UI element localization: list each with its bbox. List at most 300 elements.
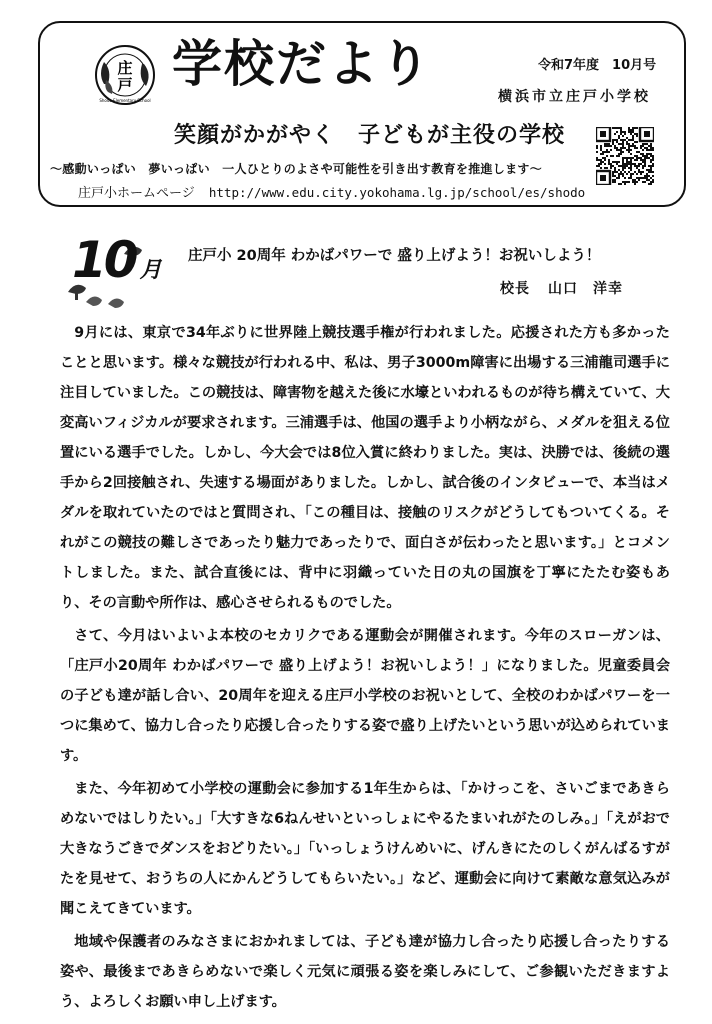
qr-module [616, 147, 618, 149]
qr-module [652, 159, 654, 161]
qr-module [630, 177, 632, 179]
qr-module [598, 159, 600, 161]
qr-module [610, 149, 612, 151]
qr-module [620, 149, 622, 151]
qr-module [618, 155, 620, 157]
qr-module [636, 165, 638, 167]
qr-module [604, 145, 606, 147]
qr-module [648, 157, 650, 159]
qr-module [622, 131, 624, 133]
qr-module [606, 155, 608, 157]
qr-module [622, 151, 624, 153]
qr-module [652, 179, 654, 181]
qr-module [626, 141, 628, 143]
qr-module [634, 159, 636, 161]
qr-module [604, 163, 606, 165]
qr-module [620, 151, 622, 153]
author-role: 校長 [500, 281, 530, 297]
qr-module [622, 173, 624, 175]
qr-module [636, 151, 638, 153]
qr-module [632, 131, 634, 133]
qr-module [622, 161, 624, 163]
qr-module [618, 153, 620, 155]
paragraph: 地域や保護者のみなさまにおかれましては、子ども達が協力し合ったり応援し合ったりする姿や、最後まであきらめないで楽しく元気に頑張る姿を楽しみにして、ご参観いただきますよう、よろしくお願い申し上げます。 [60, 934, 670, 1010]
qr-module [624, 177, 626, 179]
qr-module [632, 127, 634, 129]
qr-module [596, 147, 598, 149]
qr-module [622, 145, 624, 147]
qr-module [650, 147, 652, 149]
qr-module [622, 139, 624, 141]
qr-module [634, 145, 636, 147]
qr-module [618, 169, 620, 171]
qr-module [626, 181, 628, 183]
qr-module [648, 183, 650, 185]
qr-module [620, 147, 622, 149]
qr-module [600, 145, 602, 147]
qr-module [626, 159, 628, 161]
qr-module [632, 173, 634, 175]
newsletter-title: 学校だより [172, 34, 432, 93]
qr-module [636, 157, 638, 159]
qr-module [618, 183, 620, 185]
qr-module [640, 171, 642, 173]
qr-module [626, 143, 628, 145]
qr-module [612, 127, 614, 129]
qr-module [648, 169, 650, 171]
qr-module [622, 181, 624, 183]
qr-module [624, 147, 626, 149]
qr-module [646, 169, 648, 171]
qr-module [630, 169, 632, 171]
qr-module [624, 167, 626, 169]
qr-module [652, 181, 654, 183]
qr-module [616, 177, 618, 179]
qr-module [598, 163, 600, 165]
qr-module [622, 141, 624, 143]
qr-module [614, 127, 616, 129]
qr-module [600, 163, 602, 165]
qr-module [650, 159, 652, 161]
qr-module [596, 151, 598, 153]
author-line [500, 278, 623, 298]
qr-module [640, 145, 642, 147]
qr-module [644, 181, 646, 183]
qr-module [642, 165, 644, 167]
qr-module [608, 151, 610, 153]
qr-module [644, 177, 646, 179]
qr-module [606, 151, 608, 153]
qr-module [644, 175, 646, 177]
qr-module [628, 149, 630, 151]
qr-module [612, 165, 614, 167]
qr-module [630, 165, 632, 167]
qr-module [624, 157, 626, 159]
qr-module [596, 157, 598, 159]
qr-module [648, 165, 650, 167]
qr-module [616, 139, 618, 141]
homepage-line [78, 182, 585, 201]
qr-module [600, 167, 602, 169]
qr-module [604, 151, 606, 153]
qr-module [648, 171, 650, 173]
qr-module [618, 165, 620, 167]
qr-module [630, 163, 632, 165]
qr-module [600, 161, 602, 163]
qr-module [614, 171, 616, 173]
qr-module [620, 173, 622, 175]
qr-module [634, 179, 636, 181]
qr-code[interactable] [596, 127, 654, 185]
qr-module [618, 143, 620, 145]
qr-module [628, 181, 630, 183]
qr-module [614, 169, 616, 171]
qr-module [630, 131, 632, 133]
qr-module [630, 149, 632, 151]
qr-module [600, 159, 602, 161]
qr-module [620, 133, 622, 135]
qr-module [638, 163, 640, 165]
qr-module [644, 165, 646, 167]
qr-module [638, 151, 640, 153]
qr-module [624, 131, 626, 133]
qr-module [610, 167, 612, 169]
qr-module [644, 155, 646, 157]
qr-module [626, 165, 628, 167]
qr-module [652, 149, 654, 151]
qr-module [608, 143, 610, 145]
qr-module [628, 127, 630, 129]
qr-module [646, 147, 648, 149]
qr-module [622, 135, 624, 137]
qr-module [636, 173, 638, 175]
qr-module [618, 127, 620, 129]
qr-module [604, 167, 606, 169]
qr-module [630, 167, 632, 169]
qr-module [624, 163, 626, 165]
qr-module [612, 155, 614, 157]
qr-module [616, 131, 618, 133]
article-body [60, 318, 670, 1020]
qr-module [616, 127, 618, 129]
qr-module [640, 177, 642, 179]
qr-module [602, 153, 604, 155]
qr-module [648, 145, 650, 147]
qr-module [652, 171, 654, 173]
qr-module [642, 167, 644, 169]
qr-module [626, 163, 628, 165]
qr-module [642, 143, 644, 145]
qr-module [620, 127, 622, 129]
qr-module [610, 165, 612, 167]
qr-module [634, 141, 636, 143]
qr-module [628, 157, 630, 159]
qr-module [646, 153, 648, 155]
qr-module [618, 177, 620, 179]
qr-module [614, 133, 616, 135]
qr-module [622, 167, 624, 169]
qr-module [646, 143, 648, 145]
qr-module [642, 145, 644, 147]
qr-module [614, 147, 616, 149]
qr-module [638, 169, 640, 171]
qr-module [646, 157, 648, 159]
issue-label: 令和7年度 10月号 [538, 58, 657, 73]
qr-module [650, 177, 652, 179]
qr-module [612, 143, 614, 145]
qr-module [596, 165, 598, 167]
qr-module [636, 181, 638, 183]
qr-module [626, 157, 628, 159]
month-label [72, 230, 162, 301]
qr-module [630, 173, 632, 175]
qr-module [624, 183, 626, 185]
homepage-url[interactable]: http://www.edu.city.yokohama.lg.jp/school/es/shodo [208, 185, 586, 200]
qr-module [606, 145, 608, 147]
qr-module [622, 157, 624, 159]
qr-module [620, 129, 622, 131]
qr-module [632, 135, 634, 137]
qr-module [620, 139, 622, 141]
qr-module [628, 151, 630, 153]
subtitle-line: ～感動いっぱい 夢いっぱい 一人ひとりのよさや可能性を引き出す教育を推進します～ [50, 162, 543, 176]
qr-module [636, 159, 638, 161]
qr-module [644, 143, 646, 145]
qr-module [624, 133, 626, 135]
qr-module [632, 137, 634, 139]
qr-module [634, 133, 636, 135]
qr-module [650, 169, 652, 171]
qr-module [602, 151, 604, 153]
qr-module [628, 161, 630, 163]
qr-module [620, 183, 622, 185]
qr-module [604, 159, 606, 161]
qr-module [642, 161, 644, 163]
qr-module [642, 155, 644, 157]
qr-module [634, 155, 636, 157]
qr-module [624, 181, 626, 183]
qr-module [620, 171, 622, 173]
qr-module [622, 147, 624, 149]
qr-module [640, 159, 642, 161]
qr-module [622, 165, 624, 167]
qr-module [638, 179, 640, 181]
qr-module [636, 147, 638, 149]
qr-module [648, 153, 650, 155]
qr-module [644, 159, 646, 161]
qr-module [628, 131, 630, 133]
school-name: 横浜市立庄戸小学校 [498, 89, 651, 105]
qr-module [628, 163, 630, 165]
qr-module [626, 173, 628, 175]
qr-module [628, 171, 630, 173]
qr-module [604, 157, 606, 159]
qr-module [618, 137, 620, 139]
qr-module [638, 165, 640, 167]
qr-module [638, 177, 640, 179]
qr-module [622, 163, 624, 165]
qr-module [630, 161, 632, 163]
qr-module [626, 149, 628, 151]
qr-module [652, 175, 654, 177]
qr-module [650, 143, 652, 145]
qr-module [650, 171, 652, 173]
qr-module [642, 159, 644, 161]
qr-module [632, 139, 634, 141]
qr-module [618, 173, 620, 175]
qr-module [636, 127, 638, 129]
qr-module [614, 167, 616, 169]
qr-module [646, 173, 648, 175]
paragraph: さて、今月はいよいよ本校のセカリクである運動会が開催されます。今年のスローガンは、「庄戸小20周年 わかばパワーで 盛り上げよう！お祝いしよう！」になりました。児童委員会の子ども達が話し合い、20周年を迎える庄戸小学校のお祝いとして、全校のわかばパワーを一つに集めて、協力し合ったり応援し合ったりする姿で盛り上げたいという思いが込められています。 [60, 628, 671, 764]
month-suffix: 月 [139, 258, 162, 283]
qr-module [642, 149, 644, 151]
qr-module [616, 171, 618, 173]
qr-module [644, 147, 646, 149]
qr-module [606, 167, 608, 169]
qr-module [646, 149, 648, 151]
qr-module [636, 141, 638, 143]
qr-module [650, 183, 652, 185]
qr-module [610, 163, 612, 165]
qr-module [622, 159, 624, 161]
qr-module [604, 143, 606, 145]
qr-module [632, 179, 634, 181]
qr-module [612, 179, 614, 181]
qr-module [598, 165, 600, 167]
qr-module [636, 135, 638, 137]
qr-module [636, 177, 638, 179]
paragraph: また、今年初めて小学校の運動会に参加する1年生からは、「かけっこを、さいごまであきらめないではしりたい。」「大すきな6ねんせいといっしょにやるたまいれがたのしみ。」「えがおで大きなうごきでダンスをおどりたい。」「いっしょうけんめいに、げんきにたのしくがんばるすがたを見せて、おうちの人にかんどうしてもらいたい。」など、運動会に向けて素敵な意気込みが聞こえてきています。 [60, 781, 670, 917]
qr-module [600, 149, 602, 151]
qr-module [652, 155, 654, 157]
qr-module [630, 139, 632, 141]
qr-module [650, 181, 652, 183]
qr-module [610, 145, 612, 147]
school-motto: 笑顔がかがやく 子どもが主役の学校 [174, 123, 566, 148]
qr-module [630, 145, 632, 147]
qr-module [640, 173, 642, 175]
qr-module [642, 177, 644, 179]
qr-module [596, 159, 598, 161]
qr-module [630, 133, 632, 135]
qr-module [632, 129, 634, 131]
qr-module [634, 181, 636, 183]
qr-module [652, 147, 654, 149]
qr-module [640, 147, 642, 149]
qr-module [614, 175, 616, 177]
qr-module [618, 135, 620, 137]
qr-module [632, 145, 634, 147]
qr-module [648, 175, 650, 177]
qr-module [600, 153, 602, 155]
qr-module [650, 161, 652, 163]
qr-module [642, 153, 644, 155]
qr-module [632, 163, 634, 165]
qr-module [628, 145, 630, 147]
homepage-label: 庄戸小ホームページ [78, 186, 195, 201]
qr-module [618, 161, 620, 163]
qr-module [642, 171, 644, 173]
qr-module [608, 163, 610, 165]
qr-module [608, 161, 610, 163]
qr-module [650, 145, 652, 147]
author-name: 山口 洋幸 [548, 281, 623, 297]
qr-module [612, 181, 614, 183]
qr-module [612, 171, 614, 173]
logo-ring-text: Shodo Elementary School [99, 98, 151, 103]
qr-module [628, 139, 630, 141]
qr-module [634, 147, 636, 149]
qr-module [650, 167, 652, 169]
qr-module [628, 177, 630, 179]
qr-module [648, 179, 650, 181]
qr-module [646, 175, 648, 177]
qr-module [628, 167, 630, 169]
qr-module [614, 145, 616, 147]
qr-module [608, 145, 610, 147]
qr-module [612, 175, 614, 177]
qr-module [626, 161, 628, 163]
qr-module [634, 171, 636, 173]
qr-module [618, 175, 620, 177]
qr-module [602, 157, 604, 159]
school-logo [94, 44, 156, 106]
qr-module [646, 155, 648, 157]
qr-module [612, 141, 614, 143]
qr-module [638, 171, 640, 173]
qr-module [636, 167, 638, 169]
qr-module [650, 153, 652, 155]
qr-module [630, 175, 632, 177]
qr-module [624, 165, 626, 167]
qr-module [644, 161, 646, 163]
qr-module [628, 129, 630, 131]
qr-module [612, 139, 614, 141]
qr-module [626, 137, 628, 139]
qr-module [634, 165, 636, 167]
qr-module [630, 157, 632, 159]
qr-module [616, 163, 618, 165]
qr-module [634, 163, 636, 165]
qr-module [616, 141, 618, 143]
qr-module [630, 153, 632, 155]
qr-module [620, 143, 622, 145]
qr-module [650, 165, 652, 167]
qr-module [622, 143, 624, 145]
qr-module [634, 127, 636, 129]
logo-char-2: 戸 [117, 76, 133, 94]
qr-module [624, 139, 626, 141]
qr-module [652, 163, 654, 165]
qr-module [652, 165, 654, 167]
qr-module [640, 153, 642, 155]
logo-char-1: 庄 [117, 59, 133, 77]
qr-module [642, 181, 644, 183]
qr-module [614, 179, 616, 181]
qr-module [622, 169, 624, 171]
qr-module [620, 153, 622, 155]
qr-module [610, 155, 612, 157]
qr-module [612, 161, 614, 163]
qr-module [614, 181, 616, 183]
qr-module [636, 155, 638, 157]
qr-module [648, 149, 650, 151]
qr-module [616, 161, 618, 163]
month-number: 10 [72, 231, 136, 289]
qr-module [650, 155, 652, 157]
qr-module [622, 175, 624, 177]
